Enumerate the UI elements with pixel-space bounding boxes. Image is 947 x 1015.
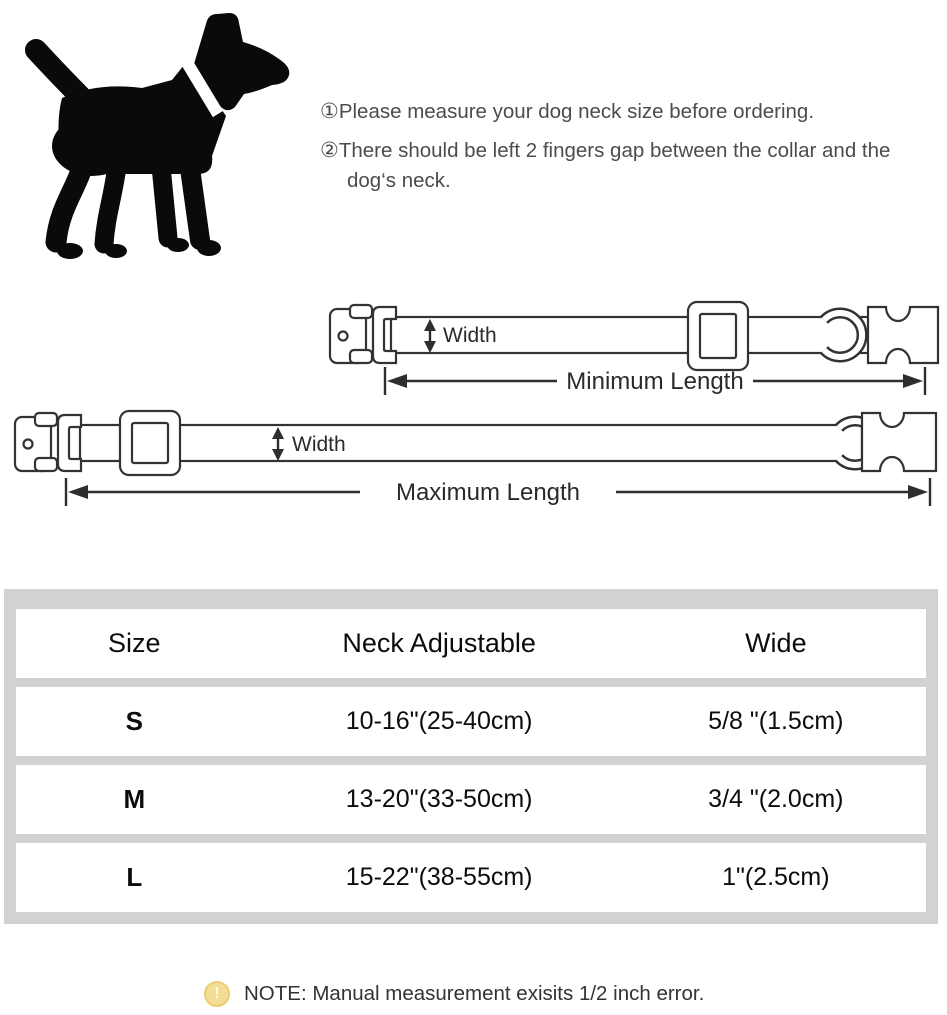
note-text: NOTE: Manual measurement exisits 1/2 inch error. xyxy=(244,982,705,1005)
table-row-l xyxy=(16,843,926,912)
col-header-size: Size xyxy=(108,628,161,658)
collar-min-drawing xyxy=(325,297,945,402)
table-row-s xyxy=(16,687,926,756)
maximum-length-label: Maximum Length xyxy=(395,479,581,506)
strap xyxy=(80,425,862,461)
collar-max-drawing xyxy=(8,403,940,515)
instruction-2 xyxy=(320,136,898,196)
dog-silhouette-icon xyxy=(2,4,302,272)
circled-2-icon: ② xyxy=(320,139,339,162)
buckle-male-icon xyxy=(862,413,936,471)
neck-value: 10-16"(25-40cm) xyxy=(345,707,533,735)
wide-value: 5/8 "(1.5cm) xyxy=(708,707,844,735)
width-label: Width xyxy=(443,324,497,347)
circled-1-icon: ① xyxy=(320,100,339,123)
size-value: M xyxy=(123,784,146,814)
warning-icon: ! xyxy=(204,981,230,1007)
wide-value: 3/4 "(2.0cm) xyxy=(708,785,844,813)
size-value: S xyxy=(125,706,143,736)
table-row-m xyxy=(16,765,926,834)
instruction-2-text: There should be left 2 fingers gap between the collar and the dog‘s neck. xyxy=(338,139,891,192)
dog-silhouette-image xyxy=(2,4,302,277)
col-header-neck-adjustable: Neck Adjustable xyxy=(342,628,536,658)
buckle-male-icon xyxy=(868,307,938,363)
instructions-block xyxy=(320,97,920,205)
slider-icon xyxy=(120,411,180,475)
col-header-wide: Wide xyxy=(745,628,807,658)
collar-diagram-minimum xyxy=(325,297,945,407)
wide-value: 1"(2.5cm) xyxy=(722,863,830,891)
neck-value: 13-20"(33-50cm) xyxy=(345,785,533,813)
size-value: L xyxy=(126,862,143,892)
buckle-female-icon xyxy=(15,413,81,471)
slider-icon xyxy=(688,302,748,370)
neck-value: 15-22"(38-55cm) xyxy=(345,863,533,891)
table-header-row xyxy=(16,609,926,678)
width-label: Width xyxy=(292,433,346,456)
minimum-length-label: Minimum Length xyxy=(566,368,744,395)
instruction-1-text: Please measure your dog neck size before ordering. xyxy=(338,100,815,123)
note-row xyxy=(204,981,704,1007)
collar-diagram-maximum xyxy=(8,403,940,520)
instruction-1 xyxy=(320,97,898,127)
buckle-female-icon xyxy=(330,305,396,363)
size-table xyxy=(4,589,938,924)
